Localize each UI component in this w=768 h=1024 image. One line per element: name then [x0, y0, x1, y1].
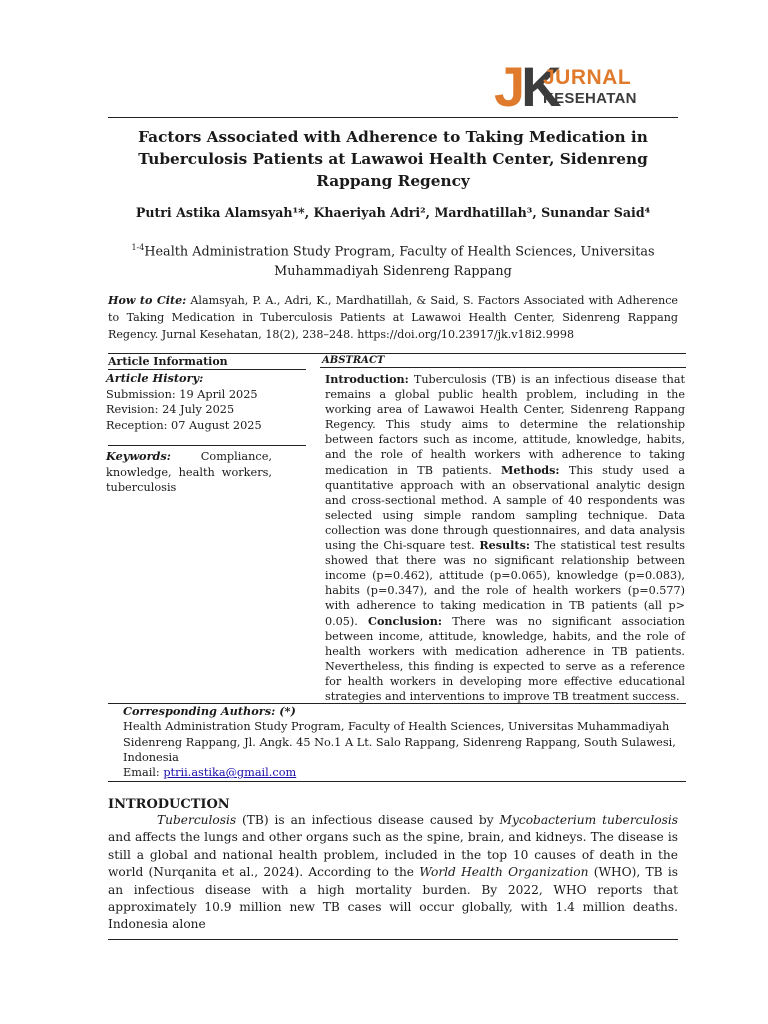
email-link[interactable]: ptrii.astika@gmail.com: [163, 766, 297, 780]
corresponding-bottom-rule: [108, 781, 686, 782]
keywords: [106, 449, 272, 496]
article-history-label: Article History:: [106, 371, 204, 385]
footer-rule: [108, 939, 678, 940]
affiliation-text: Health Administration Study Program, Faculty of Health Sciences, Universitas Muhammadiyah Sidenreng Rappang: [144, 244, 655, 280]
submission-date: Submission: 19 April 2025: [106, 387, 258, 401]
abstract-intro-label: Introduction:: [325, 372, 409, 386]
abstract-heading-rule: [320, 367, 686, 368]
logo-word-kesehatan: KESEHATAN: [543, 90, 637, 107]
intro-text-3: (WHO), TB is an infectious disease with a high mortality burden. By 2022, WHO reports that approximately 10.9 million new TB cases will occur globally, with 1.4 million deaths. Indonesia alone: [108, 865, 678, 932]
author-list: Putri Astika Alamsyah¹*, Khaeriyah Adri², Mardhatillah³, Sunandar Said⁴: [135, 205, 651, 220]
email-label: Email:: [123, 766, 164, 780]
abstract-heading: ABSTRACT: [322, 355, 385, 366]
abstract-results-label: Results:: [479, 538, 531, 553]
corresponding-address: Health Administration Study Program, Faculty of Health Sciences, Universitas Muhammadiyah Sidenreng Rappang, Jl. Angk. 45 No.1 A Lt. Salo Rappang, Sidenreng Rappang, South Sulawesi, Indonesia: [123, 720, 676, 764]
corresponding-email-line: [108, 765, 683, 780]
article-history: [106, 371, 278, 433]
abstract-conclusion-label: Conclusion:: [368, 613, 443, 628]
affiliation-superscript: 1-4: [131, 243, 145, 252]
keywords-text: Compliance, knowledge, health workers, tuberculosis: [106, 450, 272, 494]
logo-letter-j: J: [494, 55, 522, 118]
reception-date: Reception: 07 August 2025: [106, 418, 262, 432]
corresponding-label: Corresponding Authors: (*): [123, 704, 296, 718]
corresponding-author: [108, 704, 683, 780]
journal-logo: [494, 55, 637, 118]
keywords-label: Keywords:: [106, 449, 171, 463]
history-rule: [108, 445, 306, 446]
abstract-methods-text: This study used a quantitative approach with an observational analytic design and cross-sectional method. A sample of 40 respondents was selected using simple random sampling technique. Data collection was done through questionnaires, and data analysis using the Chi-square test.: [325, 463, 685, 553]
article-title: Factors Associated with Adherence to Taking Medication in Tuberculosis Patients at Lawawoi Health Center, Sidenreng Rappang Regency: [138, 128, 648, 190]
header-rule: [108, 117, 678, 118]
introduction-paragraph: [108, 812, 678, 934]
intro-text-1: (TB) is an infectious disease caused by: [236, 813, 500, 827]
affiliation: [108, 238, 678, 282]
how-to-cite-text: Alamsyah, P. A., Adri, K., Mardhatillah, & Said, S. Factors Associated with Adherence to Taking Medication in Tuberculosis Patients at Lawawoi Health Center, Sidenreng Rappang Regency. Jurnal Kesehatan, 18(2), 238–248. https://doi.org/10.23917/jk.v18i2.9998: [108, 294, 678, 341]
logo-letter-k: K: [521, 55, 558, 118]
abstract-results-text: The statistical test results showed that there was no significant relationship between income (p=0.462), attitude (p=0.065), knowledge (p=0.083), habits (p=0.347), and the role of health workers (p=0.577) with adherence to taking medication in TB patients (all p> 0.05).: [325, 539, 686, 628]
intro-term-mycobacterium: Mycobacterium tuberculosis: [499, 813, 678, 827]
intro-text-2: and affects the lungs and other organs such as the spine, brain, and kidneys. The disease is still a global and national health problem, included in the top 10 causes of death in the world (Nurqanita et al., 2024). According to the: [108, 830, 678, 880]
abstract-body: [325, 372, 685, 704]
how-to-cite: [108, 292, 678, 343]
introduction-heading: INTRODUCTION: [108, 797, 230, 812]
intro-term-who: World Health Organization: [419, 865, 589, 880]
article-information-heading: Article Information: [108, 355, 228, 368]
abstract-conclusion-text: There was no significant association between income, attitude, knowledge, habits, and the role of health workers with medication adherence in TB patients. Nevertheless, this finding is expected to serve as a reference for health workers in developing more effective educational strategies and interventions to improve TB treatment success.: [325, 614, 686, 703]
abstract-intro-text: Tuberculosis (TB) is an infectious disease that remains a global public health problem, including in the working area of Lawawoi Health Center, Sidenreng Rappang Regency. This study aims to determine the relationship between factors such as income, attitude, knowledge, habits, and the role of health workers with adherence to taking medication in TB patients.: [325, 373, 685, 477]
how-to-cite-label: How to Cite:: [108, 294, 187, 307]
abstract-methods-label: Methods:: [501, 462, 560, 477]
intro-term-tuberculosis: Tuberculosis: [157, 813, 237, 827]
logo-word-jurnal: JURNAL: [543, 66, 632, 89]
info-top-rule: [108, 353, 686, 354]
info-heading-rule: [108, 369, 306, 370]
revision-date: Revision: 24 July 2025: [106, 403, 235, 416]
